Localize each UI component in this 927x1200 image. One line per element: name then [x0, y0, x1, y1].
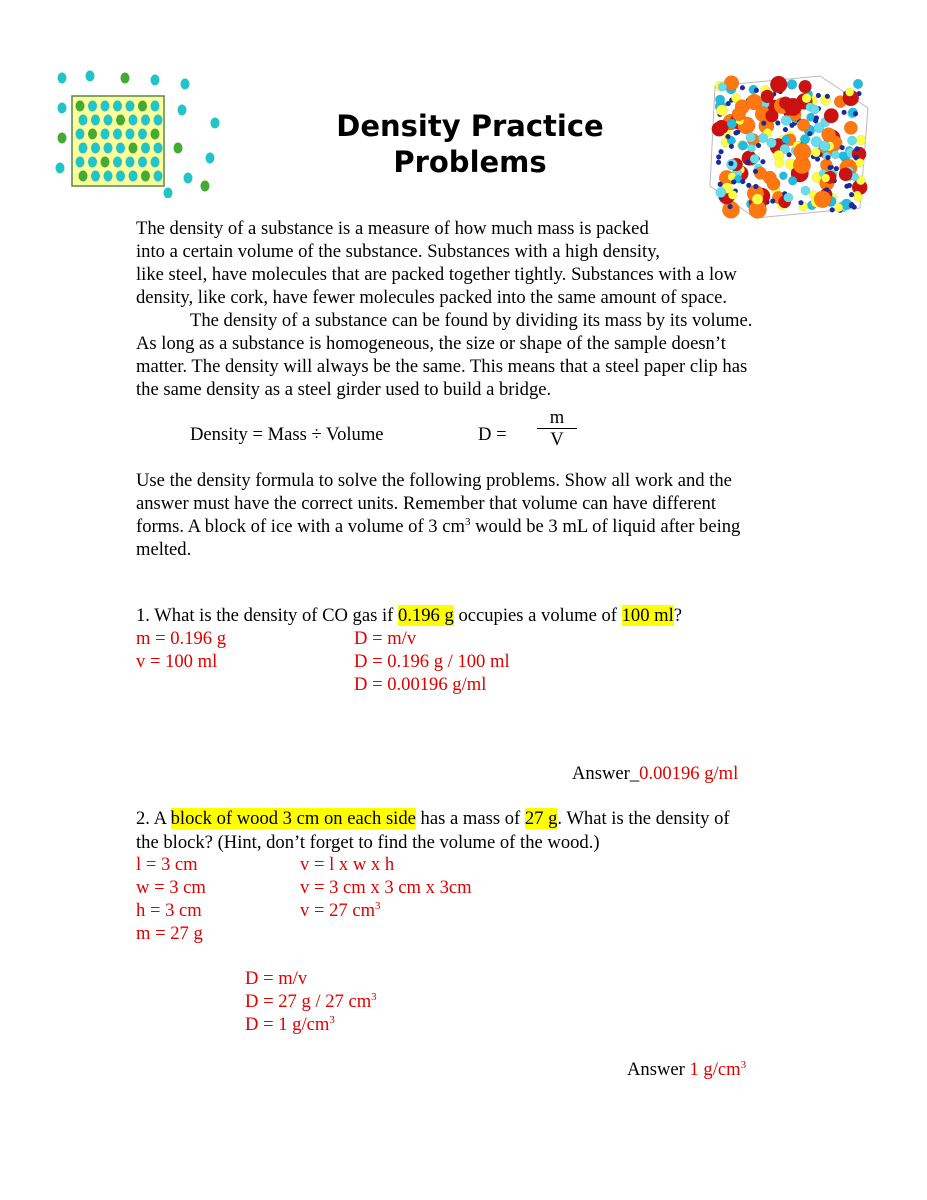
sphere: [731, 179, 736, 184]
sphere: [830, 207, 835, 212]
molecule-dot: [126, 157, 135, 168]
sphere: [728, 204, 733, 209]
sphere: [794, 143, 811, 160]
problem2-question-hint: the block? (Hint, don’t forget to find the volume of the wood.): [136, 832, 600, 853]
sphere: [775, 120, 780, 125]
sphere: [807, 131, 812, 136]
fraction-numerator: m: [537, 408, 577, 429]
molecule-dot: [129, 171, 138, 182]
problem2-given: l = 3 cm: [136, 854, 198, 875]
sphere: [814, 115, 819, 120]
sphere: [801, 186, 810, 195]
sphere: [824, 108, 839, 123]
sphere: [738, 141, 747, 150]
molecule-dot: [113, 129, 122, 140]
problem2-given: h = 3 cm: [136, 900, 202, 921]
packed-spheres-cube-illustration: [700, 68, 880, 223]
molecule-dot: [104, 143, 113, 154]
molecule-dot: [58, 103, 67, 114]
molecule-dot: [151, 129, 160, 140]
molecule-dot: [154, 143, 163, 154]
molecule-dot: [113, 101, 122, 112]
sphere: [814, 191, 831, 208]
molecule-dot: [126, 129, 135, 140]
sphere: [853, 111, 858, 116]
problem2-volume-step: v = 27 $cm^3$: [300, 900, 381, 921]
sphere: [849, 203, 854, 208]
problem1-given-volume: v = 100 ml: [136, 651, 218, 672]
sphere: [819, 141, 830, 152]
molecule-dot: [181, 79, 190, 90]
sphere: [715, 120, 729, 134]
sphere: [779, 172, 787, 180]
sphere: [845, 88, 853, 96]
sphere: [752, 194, 763, 205]
problem2-answer: Answer 1 $g/cm^3$: [627, 1059, 747, 1080]
sphere: [816, 93, 821, 98]
molecule-dot: [151, 75, 160, 86]
sphere: [767, 177, 780, 190]
sphere: [767, 138, 777, 148]
sphere: [716, 105, 727, 116]
molecule-dot: [76, 157, 85, 168]
problem2-density-step: D = m/v: [245, 968, 308, 989]
molecule-dot: [184, 173, 193, 184]
sphere: [760, 159, 765, 164]
sphere: [725, 134, 730, 139]
problem2-volume-step: v = 3 cm x 3 cm x 3cm: [300, 877, 472, 898]
molecule-dot: [116, 115, 125, 126]
molecule-dot: [141, 171, 150, 182]
molecule-dot: [116, 143, 125, 154]
molecule-dot: [58, 73, 67, 84]
molecule-dot: [138, 157, 147, 168]
sphere: [825, 155, 830, 160]
sphere: [839, 152, 847, 160]
sphere: [799, 80, 812, 93]
sphere: [849, 192, 854, 197]
sphere: [728, 161, 733, 166]
molecule-dot: [129, 143, 138, 154]
problem2-density-step: D = 27 g / 27 $cm^3$: [245, 991, 377, 1012]
molecule-dot: [88, 101, 97, 112]
sphere: [855, 146, 860, 151]
density-formula-words: Density = Mass ÷ Volume: [190, 424, 384, 445]
molecule-dot: [154, 115, 163, 126]
sphere: [842, 110, 847, 115]
sphere: [715, 95, 725, 105]
sphere: [784, 193, 793, 202]
molecule-dot: [104, 115, 113, 126]
sphere: [822, 128, 836, 142]
molecule-dot: [129, 115, 138, 126]
sphere: [770, 199, 775, 204]
molecule-dot: [138, 129, 147, 140]
sphere: [753, 184, 758, 189]
sphere: [783, 127, 788, 132]
problem1-work-step: D = 0.196 g / 100 ml: [354, 651, 510, 672]
molecule-dot: [58, 133, 67, 144]
sphere: [761, 90, 774, 103]
sphere: [747, 144, 755, 152]
sphere: [756, 143, 761, 148]
molecule-dot: [79, 115, 88, 126]
problem1-work-step: D = 0.00196 g/ml: [354, 674, 487, 695]
sphere: [716, 154, 721, 159]
problem1-given-mass: m = 0.196 g: [136, 628, 227, 649]
sphere: [847, 136, 856, 145]
sphere: [716, 160, 721, 165]
sphere: [781, 115, 791, 125]
sphere: [729, 144, 734, 149]
molecule-dot: [141, 143, 150, 154]
sphere: [754, 88, 759, 93]
sphere: [821, 174, 829, 182]
problem2-given: w = 3 cm: [136, 877, 206, 898]
sphere: [782, 135, 790, 143]
sphere: [745, 160, 750, 165]
sphere: [844, 121, 857, 134]
sphere: [840, 145, 845, 150]
molecule-dot: [91, 171, 100, 182]
molecule-dot: [101, 157, 110, 168]
sphere: [716, 187, 726, 197]
sphere: [746, 133, 756, 143]
molecule-dot: [76, 101, 85, 112]
molecule-dot: [201, 181, 210, 192]
sphere: [732, 107, 746, 121]
molecule-dot: [113, 157, 122, 168]
problem2-question: 2. A block of wood 3 cm on each side has a mass of 27 g. What is the density of: [136, 808, 730, 829]
sphere: [735, 130, 740, 135]
molecule-dot: [101, 129, 110, 140]
molecule-dot: [104, 171, 113, 182]
sphere: [770, 76, 787, 93]
density-formula-lhs: D =: [478, 424, 507, 445]
sphere: [810, 105, 819, 114]
molecule-dot: [174, 143, 183, 154]
problem1-work-step: D = m/v: [354, 628, 417, 649]
molecule-dot: [91, 143, 100, 154]
sphere: [797, 119, 809, 131]
sphere: [856, 135, 866, 145]
problem2-density-step: D = 1 $g/cm^3$: [245, 1014, 335, 1035]
sphere: [718, 83, 727, 92]
problem1-question: 1. What is the density of CO gas if 0.196 g occupies a volume of 100 ml?: [136, 605, 683, 626]
problem2-given: m = 27 g: [136, 923, 203, 944]
molecule-dot: [211, 118, 220, 129]
sphere: [802, 94, 811, 103]
molecule-dot: [151, 157, 160, 168]
sphere: [750, 154, 759, 163]
sphere: [835, 204, 843, 212]
sphere: [831, 151, 839, 159]
sphere: [834, 166, 839, 171]
sphere: [825, 94, 830, 99]
molecules-box-illustration: [50, 68, 230, 198]
problem2-volume-step: v = l x w x h: [300, 854, 395, 875]
sphere: [798, 200, 803, 205]
sphere: [746, 94, 762, 110]
molecule-dot: [101, 101, 110, 112]
molecule-dot: [154, 171, 163, 182]
molecule-dot: [79, 143, 88, 154]
molecule-dot: [88, 157, 97, 168]
molecule-dot: [141, 115, 150, 126]
molecule-dot: [91, 115, 100, 126]
molecule-dot: [126, 101, 135, 112]
sphere: [853, 79, 863, 89]
sphere: [812, 148, 821, 157]
sphere: [828, 165, 833, 170]
molecule-dot: [56, 163, 65, 174]
page-title: Density Practice Problems: [336, 109, 604, 179]
molecule-dot: [164, 188, 173, 199]
fraction-denominator: V: [550, 429, 564, 450]
sphere: [740, 179, 745, 184]
sphere: [779, 97, 792, 110]
molecule-dot: [116, 171, 125, 182]
molecule-dot: [138, 101, 147, 112]
molecule-dot: [86, 71, 95, 82]
density-fraction: [537, 408, 577, 451]
sphere: [854, 155, 859, 160]
sphere: [847, 183, 852, 188]
molecule-dot: [206, 153, 215, 164]
sphere: [787, 79, 797, 89]
molecule-dot: [79, 171, 88, 182]
problem1-answer: Answer_0.00196 g/ml: [572, 763, 739, 784]
molecule-dot: [151, 101, 160, 112]
sphere: [775, 158, 784, 167]
sphere: [753, 169, 758, 174]
sphere: [740, 85, 745, 90]
molecule-dot: [76, 129, 85, 140]
molecule-dot: [178, 105, 187, 116]
sphere: [854, 193, 863, 202]
sphere: [758, 133, 768, 143]
sphere: [719, 149, 724, 154]
sphere: [726, 101, 731, 106]
molecule-dot: [88, 129, 97, 140]
molecule-dot: [121, 73, 130, 84]
sphere: [839, 168, 852, 181]
sphere: [761, 121, 766, 126]
sphere: [788, 176, 797, 185]
